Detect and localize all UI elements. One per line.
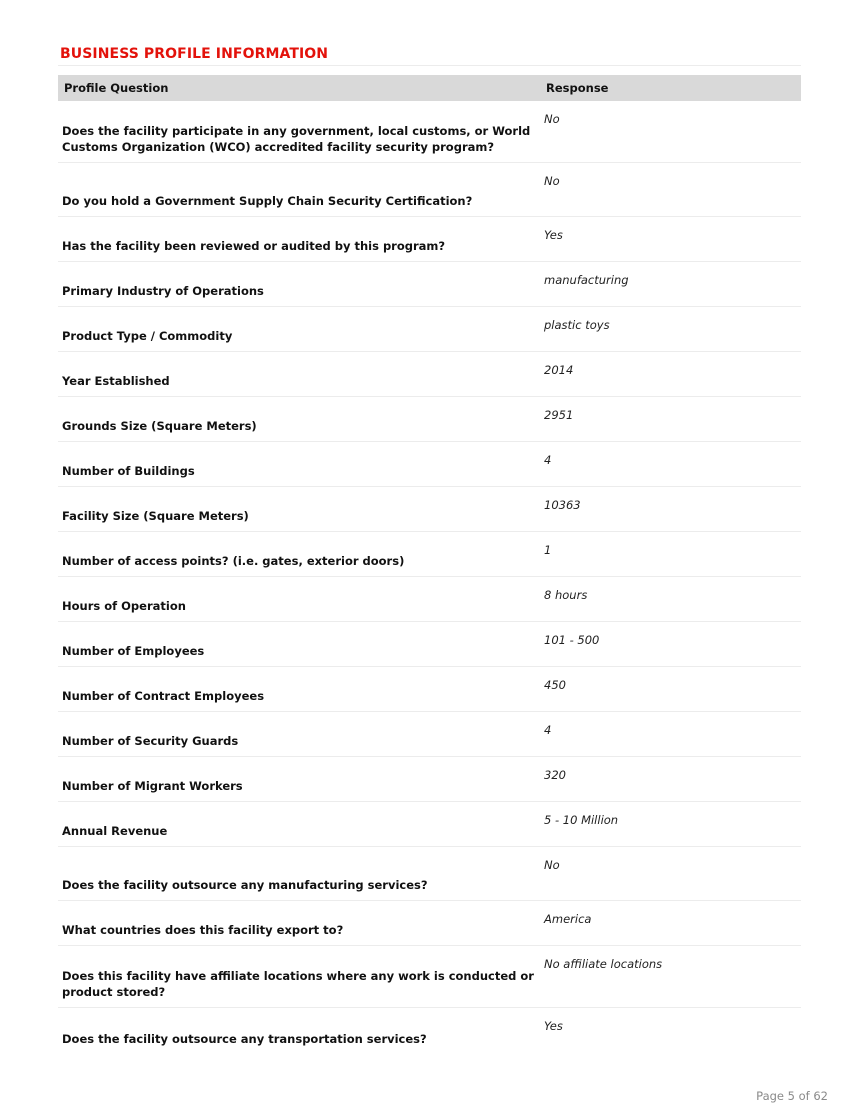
profile-question: Number of Buildings <box>62 464 195 478</box>
title-divider <box>58 65 801 66</box>
profile-question: Does the facility outsource any manufacturing services? <box>62 878 428 892</box>
response-value: 10363 <box>544 498 581 512</box>
profile-question: Number of Migrant Workers <box>62 779 243 793</box>
profile-question: What countries does this facility export to? <box>62 923 344 937</box>
response-value: 4 <box>544 453 552 467</box>
profile-question: Does the facility outsource any transportation services? <box>62 1032 427 1046</box>
table-row <box>58 802 801 847</box>
profile-question: Facility Size (Square Meters) <box>62 509 249 523</box>
response-value: No affiliate locations <box>544 957 663 971</box>
response-value: 5 - 10 Million <box>544 813 619 827</box>
table-row <box>58 101 801 163</box>
table-row <box>58 577 801 622</box>
response-value: No <box>544 112 560 126</box>
table-row <box>58 163 801 217</box>
table-row <box>58 307 801 352</box>
table-row <box>58 712 801 757</box>
response-value: 8 hours <box>544 588 588 602</box>
response-value: Yes <box>544 1019 563 1033</box>
table-header <box>58 75 801 101</box>
response-value: America <box>544 912 592 926</box>
profile-question: Primary Industry of Operations <box>62 284 264 298</box>
table-row <box>58 622 801 667</box>
table-row <box>58 442 801 487</box>
section-title: BUSINESS PROFILE INFORMATION <box>60 46 329 62</box>
table-row <box>58 946 801 1008</box>
response-value: 1 <box>544 543 552 557</box>
response-value: 4 <box>544 723 552 737</box>
profile-table <box>58 101 801 1054</box>
column-header-question: Profile Question <box>64 81 169 95</box>
profile-question: Do you hold a Government Supply Chain Security Certification? <box>62 194 473 208</box>
response-value: 2014 <box>544 363 574 377</box>
table-row <box>58 667 801 712</box>
response-value: 101 - 500 <box>544 633 600 647</box>
profile-question: Does the facility participate in any government, local customs, or World Customs Organization (WCO) accredited facility security program? <box>62 124 531 154</box>
table-row <box>58 397 801 442</box>
response-value: manufacturing <box>544 273 629 287</box>
response-value: 450 <box>544 678 566 692</box>
profile-question: Product Type / Commodity <box>62 329 233 343</box>
profile-question: Number of access points? (i.e. gates, exterior doors) <box>62 554 405 568</box>
response-value: plastic toys <box>544 318 610 332</box>
profile-question: Number of Contract Employees <box>62 689 265 703</box>
table-row <box>58 532 801 577</box>
profile-question: Has the facility been reviewed or audited by this program? <box>62 239 446 253</box>
table-row <box>58 217 801 262</box>
table-row <box>58 487 801 532</box>
response-value: No <box>544 174 560 188</box>
table-row <box>58 847 801 901</box>
table-row <box>58 262 801 307</box>
profile-question: Does this facility have affiliate locations where any work is conducted or product stored? <box>62 969 534 999</box>
page-number: Page 5 of 62 <box>756 1089 828 1103</box>
response-value: No <box>544 858 560 872</box>
profile-question: Number of Employees <box>62 644 205 658</box>
table-row <box>58 352 801 397</box>
profile-question: Year Established <box>62 374 170 388</box>
response-value: Yes <box>544 228 563 242</box>
response-value: 320 <box>544 768 566 782</box>
profile-question: Annual Revenue <box>62 824 168 838</box>
table-row <box>58 757 801 802</box>
profile-question: Number of Security Guards <box>62 734 239 748</box>
table-row <box>58 1008 801 1054</box>
profile-question: Grounds Size (Square Meters) <box>62 419 257 433</box>
profile-question: Hours of Operation <box>62 599 186 613</box>
column-header-response: Response <box>546 81 609 95</box>
response-value: 2951 <box>544 408 574 422</box>
table-row <box>58 901 801 946</box>
